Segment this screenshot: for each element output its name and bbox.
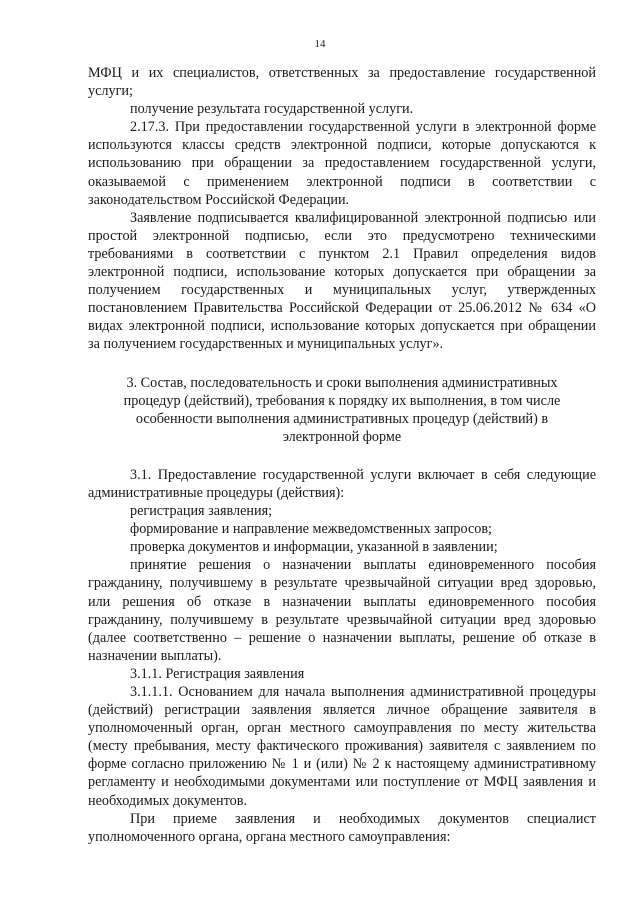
paragraph: При приеме заявления и необходимых документов специалист уполномоченного органа, органа местного самоуправления: — [88, 810, 596, 845]
paragraph: 2.17.3. При предоставлении государственной услуги в электронной форме используются классы средств электронной подписи, которые допускаются к использованию при обращении за предоставлением государственной услуги, оказываемой с применением электронной подписи в соответствии с законодательством Российской Федерации. — [88, 119, 596, 208]
paragraph: получение результата государственной услуги. — [130, 101, 414, 118]
paragraph: Заявление подписывается квалифицированной электронной подписью или простой электронной подписью, если это предусмотрено техническими требованиями в соответствии с пунктом 2.1 Правил определения видов электронной подписи, использование которых допускается при обращении за получением государственных и муниципальных услуг, утвержденных постановлением Правительства Российской Федерации от 25.06.2012 № 634 «О видах электронной подписи, использование которых допускается при обращении за получением государственных и муниципальных услуг». — [88, 209, 596, 353]
paragraph: регистрация заявления; — [130, 503, 273, 520]
text-block-intro — [88, 64, 596, 354]
text-block-section-3 — [88, 466, 596, 846]
paragraph: принятие решения о назначении выплаты единовременного пособия гражданину, получившему в результате чрезвычайной ситуации вред здоровью, или решения об отказе в назначении выплаты единовременного пособия гражданину, получившему в результате чрезвычайной ситуации вред здоровью (далее соответственно – решение о назначении выплаты, решение об отказе в назначении выплаты). — [88, 557, 596, 664]
paragraph: 3.1.1. Регистрация заявления — [130, 665, 305, 682]
paragraph: 3.1. Предоставление государственной услуги включает в себя следующие административные процедуры (действия): — [88, 466, 596, 501]
paragraph: формирование и направление межведомственных запросов; — [130, 521, 492, 538]
paragraph: 3.1.1.1. Основанием для начала выполнения административной процедуры (действий) регистрации заявления является личное обращение заявителя в уполномоченный орган, орган местного самоуправления по месту жительства (месту пребывания, месту фактического проживания) заявителя с заявлением по форме согласно приложению № 1 и (или) № 2 к настоящему административному регламенту и необходимыми документами или поступление от МФЦ заявления и необходимых документов. — [88, 684, 596, 809]
paragraph: проверка документов и информации, указанной в заявлении; — [130, 539, 498, 556]
paragraph: МФЦ и их специалистов, ответственных за предоставление государственной услуги; — [88, 65, 596, 100]
page-number: 14 — [314, 38, 326, 50]
section-heading: 3. Состав, последовательность и сроки выполнения административных процедур (действий), требования к порядку их выполнения, в том числе особенности выполнения административных процедур (действий) в электронной форме — [123, 374, 561, 445]
document-body — [88, 64, 596, 846]
